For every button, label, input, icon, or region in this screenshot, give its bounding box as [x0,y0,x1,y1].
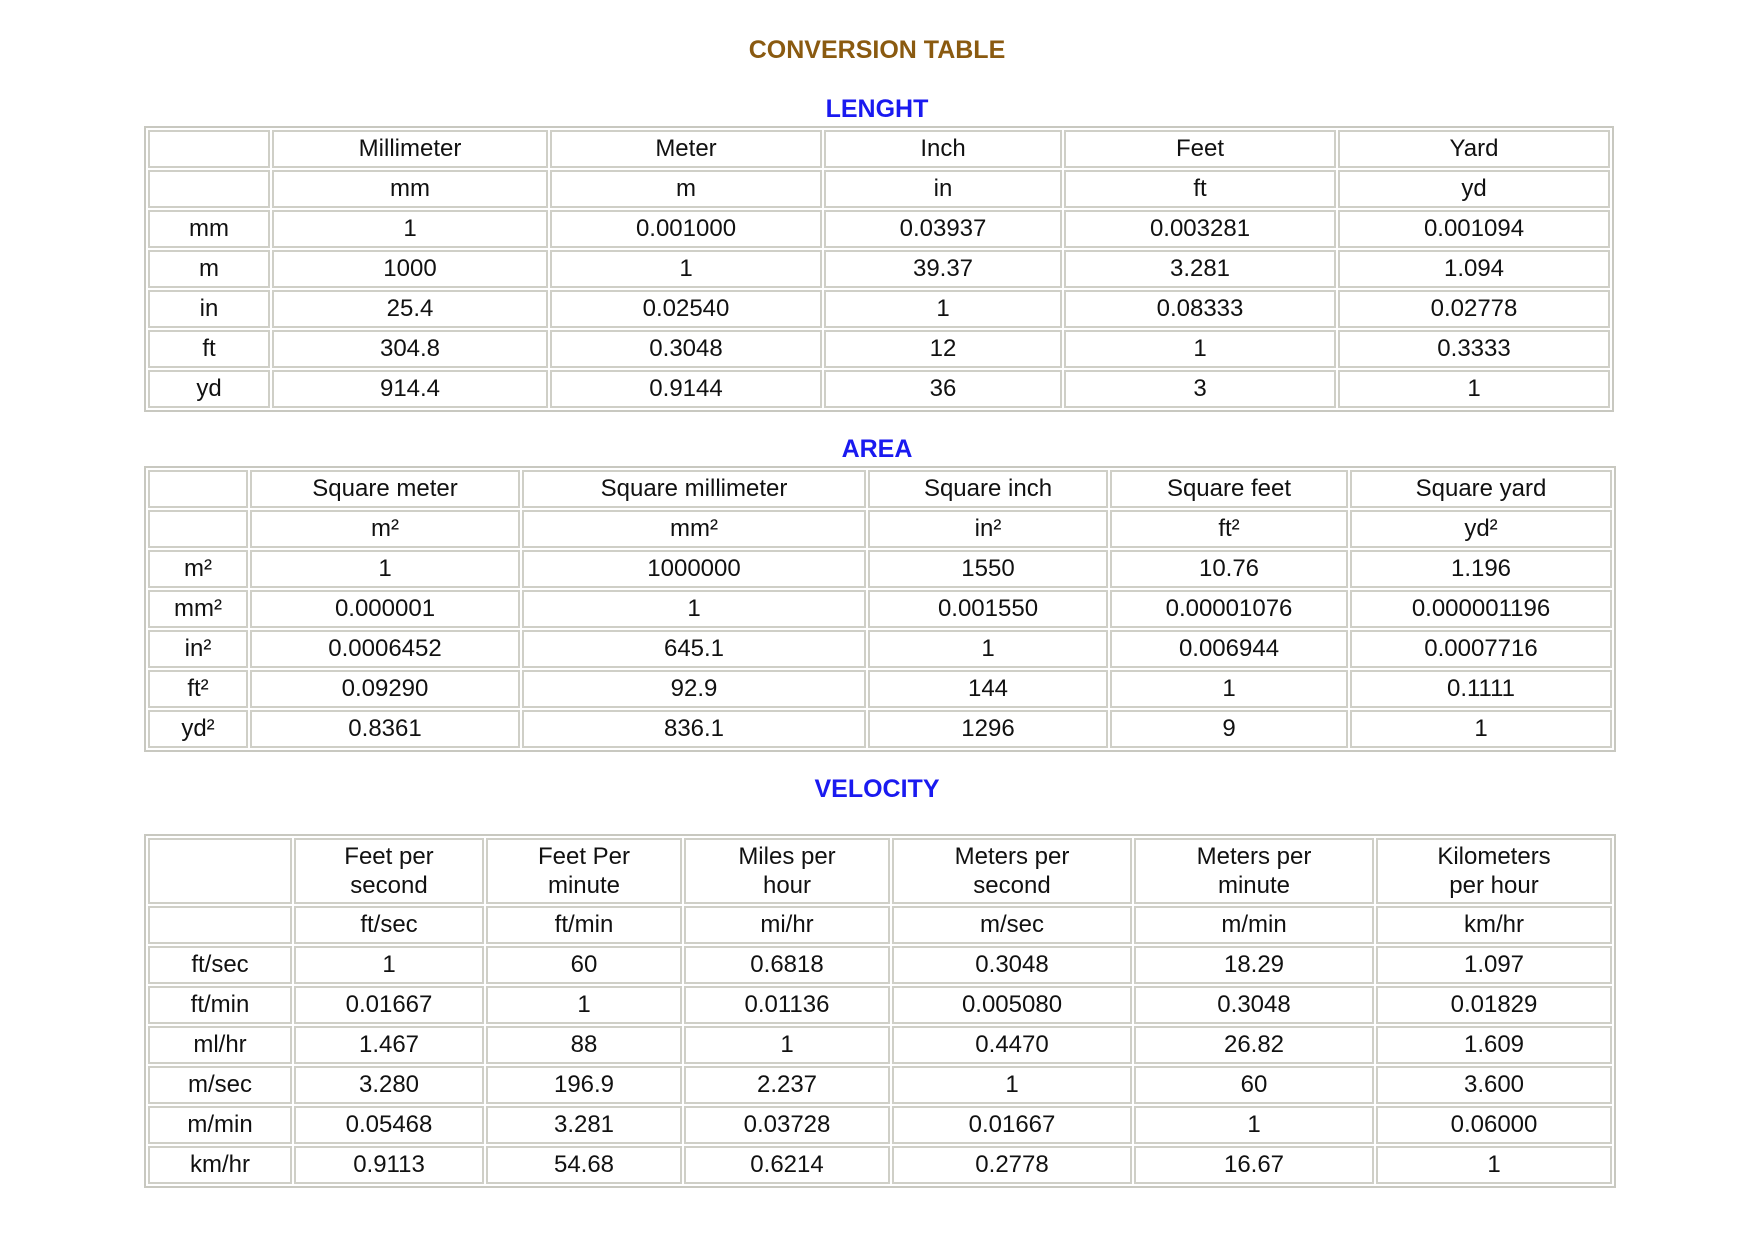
unit-header: m/min [1134,906,1374,944]
table-cell: 0.001550 [868,590,1108,628]
table-cell: 1 [824,290,1062,328]
row-label: in [148,290,270,328]
unit-header: in [824,170,1062,208]
table-cell: 16.67 [1134,1146,1374,1184]
unit-header: m² [250,510,520,548]
table-cell: 0.0007716 [1350,630,1612,668]
table-cell: 36 [824,370,1062,408]
table-cell: 0.05468 [294,1106,484,1144]
table-cell: 1 [250,550,520,588]
corner-cell [148,130,270,168]
area-header-row [148,470,1612,508]
column-header: Square inch [868,470,1108,508]
table-cell: 1 [550,250,822,288]
table-row [148,710,1612,748]
column-header: Square feet [1110,470,1348,508]
table-cell: 26.82 [1134,1026,1374,1064]
table-cell: 0.4470 [892,1026,1132,1064]
length-table [144,126,1614,412]
table-cell: 0.02540 [550,290,822,328]
table-cell: 1 [272,210,548,248]
column-header-line2: minute [1217,872,1291,899]
unit-header: yd² [1350,510,1612,548]
table-cell: 645.1 [522,630,866,668]
column-header: Square meter [250,470,520,508]
table-cell: 9 [1110,710,1348,748]
column-header-line1: Miles per [738,843,836,870]
table-cell: 304.8 [272,330,548,368]
table-cell: 0.001000 [550,210,822,248]
table-cell: 0.1111 [1350,670,1612,708]
column-header-line1: Meters per [1196,843,1312,870]
column-header-line2: minute [547,872,621,899]
table-cell: 0.9113 [294,1146,484,1184]
table-row [148,330,1610,368]
table-cell: 12 [824,330,1062,368]
corner-cell [148,510,248,548]
table-cell: 0.01667 [892,1106,1132,1144]
unit-header: mm² [522,510,866,548]
column-header [1134,838,1374,904]
area-section-title: AREA [841,435,913,463]
corner-cell [148,838,292,904]
table-cell: 0.01829 [1376,986,1612,1024]
unit-header: ft/sec [294,906,484,944]
column-header: Yard [1338,130,1610,168]
table-cell: 54.68 [486,1146,682,1184]
area-unit-row [148,510,1612,548]
table-cell: 1 [1376,1146,1612,1184]
row-label: m² [148,550,248,588]
table-cell: 1 [1064,330,1336,368]
column-header: Inch [824,130,1062,168]
row-label: m/sec [148,1066,292,1104]
table-cell: 0.3048 [550,330,822,368]
table-cell: 0.3048 [892,946,1132,984]
table-cell: 3.600 [1376,1066,1612,1104]
table-cell: 1 [868,630,1108,668]
table-cell: 1 [1134,1106,1374,1144]
length-section-title: LENGHT [825,95,929,123]
table-cell: 0.005080 [892,986,1132,1024]
corner-cell [148,906,292,944]
table-cell: 836.1 [522,710,866,748]
row-label: ft [148,330,270,368]
row-label: km/hr [148,1146,292,1184]
column-header [892,838,1132,904]
table-cell: 1.094 [1338,250,1610,288]
length-header-row [148,130,1610,168]
table-cell: 0.3048 [1134,986,1374,1024]
table-cell: 1 [294,946,484,984]
table-cell: 1 [684,1026,890,1064]
table-cell: 92.9 [522,670,866,708]
table-row [148,670,1612,708]
table-row [148,590,1612,628]
table-cell: 0.06000 [1376,1106,1612,1144]
velocity-table [144,834,1616,1188]
table-cell: 0.0006452 [250,630,520,668]
table-row [148,946,1612,984]
table-row [148,1146,1612,1184]
row-label: ft/sec [148,946,292,984]
unit-header: m [550,170,822,208]
table-cell: 1 [486,986,682,1024]
table-cell: 1.467 [294,1026,484,1064]
column-header-line2: hour [762,872,812,899]
table-cell: 1 [1110,670,1348,708]
table-row [148,250,1610,288]
column-header-line2: second [973,872,1051,899]
table-cell: 88 [486,1026,682,1064]
column-header-line2: second [350,872,428,899]
row-label: mm [148,210,270,248]
column-header [1376,838,1612,904]
column-header: Feet [1064,130,1336,168]
table-cell: 39.37 [824,250,1062,288]
column-header-line1: Feet Per [537,843,631,870]
unit-header: in² [868,510,1108,548]
table-row [148,630,1612,668]
table-cell: 1 [892,1066,1132,1104]
table-row [148,290,1610,328]
row-label: m [148,250,270,288]
column-header: Square yard [1350,470,1612,508]
table-cell: 0.09290 [250,670,520,708]
table-cell: 144 [868,670,1108,708]
table-cell: 1000 [272,250,548,288]
velocity-header-row [148,838,1612,904]
table-cell: 1000000 [522,550,866,588]
table-cell: 0.01136 [684,986,890,1024]
column-header-line2: per hour [1449,872,1539,899]
unit-header: yd [1338,170,1610,208]
table-cell: 3.280 [294,1066,484,1104]
table-cell: 0.03937 [824,210,1062,248]
table-row [148,210,1610,248]
table-cell: 196.9 [486,1066,682,1104]
table-cell: 3 [1064,370,1336,408]
unit-header: ft² [1110,510,1348,548]
unit-header: mi/hr [684,906,890,944]
column-header [486,838,682,904]
row-label: ml/hr [148,1026,292,1064]
column-header [684,838,890,904]
table-cell: 0.000001 [250,590,520,628]
table-cell: 0.08333 [1064,290,1336,328]
table-cell: 2.237 [684,1066,890,1104]
table-cell: 0.00001076 [1110,590,1348,628]
table-cell: 25.4 [272,290,548,328]
table-cell: 1 [1338,370,1610,408]
table-cell: 1296 [868,710,1108,748]
length-unit-row [148,170,1610,208]
table-row [148,1106,1612,1144]
table-cell: 0.8361 [250,710,520,748]
table-row [148,550,1612,588]
table-cell: 3.281 [486,1106,682,1144]
row-label: in² [148,630,248,668]
table-cell: 0.006944 [1110,630,1348,668]
row-label: ft/min [148,986,292,1024]
table-cell: 0.01667 [294,986,484,1024]
table-cell: 0.2778 [892,1146,1132,1184]
unit-header: ft [1064,170,1336,208]
table-row [148,986,1612,1024]
row-label: ft² [148,670,248,708]
row-label: m/min [148,1106,292,1144]
unit-header: m/sec [892,906,1132,944]
unit-header: ft/min [486,906,682,944]
table-cell: 1 [1350,710,1612,748]
table-cell: 0.02778 [1338,290,1610,328]
column-header-line1: Feet per [344,843,434,870]
table-cell: 18.29 [1134,946,1374,984]
table-cell: 1.196 [1350,550,1612,588]
table-cell: 0.001094 [1338,210,1610,248]
table-cell: 1.097 [1376,946,1612,984]
column-header-line1: Meters per [954,843,1070,870]
table-cell: 3.281 [1064,250,1336,288]
velocity-unit-row [148,906,1612,944]
unit-header: km/hr [1376,906,1612,944]
column-header [294,838,484,904]
column-header: Meter [550,130,822,168]
table-row [148,1066,1612,1104]
column-header: Millimeter [272,130,548,168]
table-row [148,370,1610,408]
table-cell: 1550 [868,550,1108,588]
table-cell: 0.6818 [684,946,890,984]
table-cell: 60 [486,946,682,984]
table-cell: 0.03728 [684,1106,890,1144]
table-row [148,1026,1612,1064]
table-cell: 1 [522,590,866,628]
page-title: CONVERSION TABLE [748,36,1006,64]
area-table [144,466,1616,752]
table-cell: 0.000001196 [1350,590,1612,628]
unit-header: mm [272,170,548,208]
table-cell: 1.609 [1376,1026,1612,1064]
table-cell: 10.76 [1110,550,1348,588]
corner-cell [148,470,248,508]
velocity-section-title: VELOCITY [814,775,940,803]
table-cell: 0.003281 [1064,210,1336,248]
table-cell: 914.4 [272,370,548,408]
column-header-line1: Kilometers [1437,843,1551,870]
table-cell: 0.9144 [550,370,822,408]
table-cell: 60 [1134,1066,1374,1104]
corner-cell [148,170,270,208]
row-label: mm² [148,590,248,628]
column-header: Square millimeter [522,470,866,508]
row-label: yd [148,370,270,408]
table-cell: 0.6214 [684,1146,890,1184]
table-cell: 0.3333 [1338,330,1610,368]
row-label: yd² [148,710,248,748]
